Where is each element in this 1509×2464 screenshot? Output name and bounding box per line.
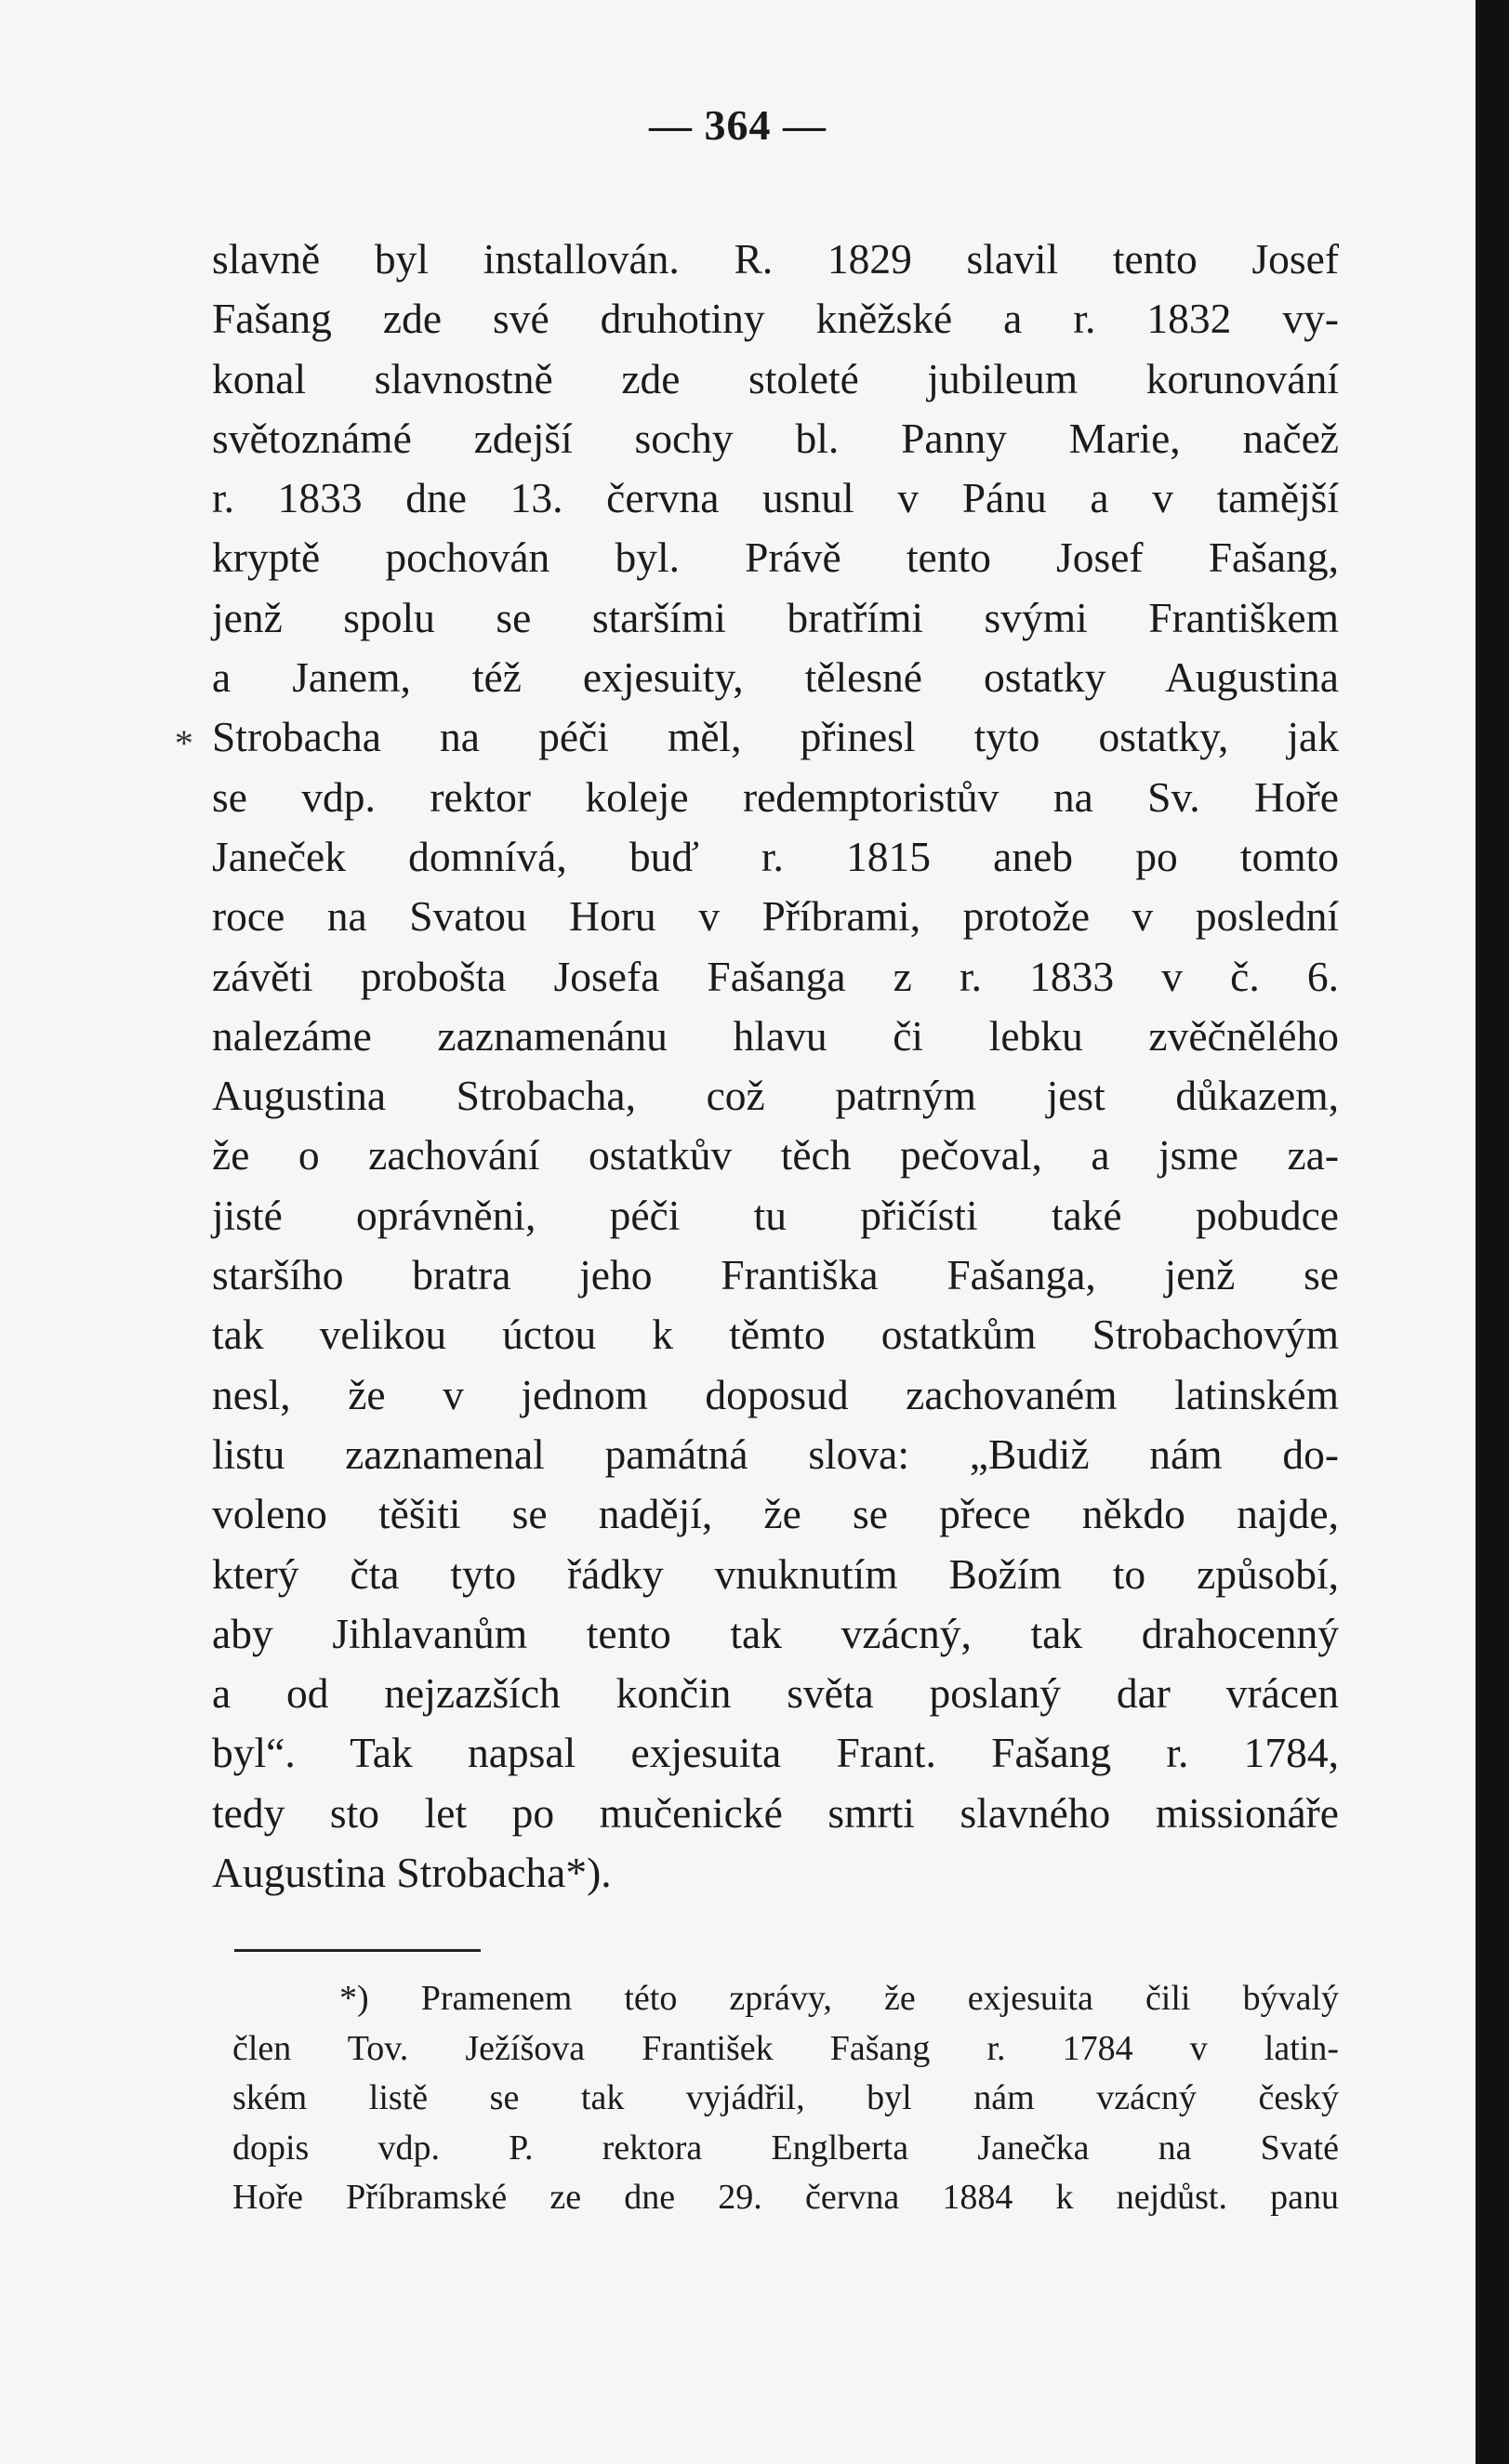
text-line: listu zaznamenal památná slova: „Budiž nám do- — [212, 1430, 1339, 1478]
footnote-line: *) Pramenem této zprávy, že exjesuita čili bývalý — [339, 1979, 1339, 2018]
text-line: jisté oprávněni, péči tu přičísti také pobudce — [212, 1191, 1339, 1239]
page-edge-shadow — [1476, 0, 1509, 2464]
text-line: který čta tyto řádky vnuknutím Božím to způsobí, — [212, 1549, 1339, 1598]
footnote-line: člen Tov. Ježíšova František Fašang r. 1784 v latin- — [232, 2028, 1339, 2068]
text-line: aby Jihlavanům tento tak vzácný, tak drahocenný — [212, 1609, 1339, 1657]
text-line: nalezáme zaznamenánu hlavu či lebku zvěčnělého — [212, 1011, 1339, 1060]
text-line: tedy sto let po mučenické smrti slavného missionáře — [212, 1788, 1339, 1837]
text-line: konal slavnostně zde stoleté jubileum korunování — [212, 354, 1339, 402]
body-text — [212, 230, 1339, 1903]
text-line: světoznámé zdejší sochy bl. Panny Marie, načež — [212, 414, 1339, 462]
text-line: se vdp. rektor koleje redemptoristův na Sv. Hoře — [212, 772, 1339, 821]
text-line: r. 1833 dne 13. června usnul v Pánu a v tamější — [212, 474, 1339, 522]
text-line: závěti probošta Josefa Fašanga z r. 1833 v č. 6. — [212, 952, 1339, 1000]
text-line: že o zachování ostatkův těch pečoval, a jsme za- — [212, 1131, 1339, 1179]
footnote — [232, 1974, 1339, 2223]
footnote-line: dopis vdp. P. rektora Englberta Janečka na Svaté — [232, 2128, 1339, 2168]
text-line: Janeček domnívá, buď r. 1815 aneb po tomto — [212, 832, 1339, 880]
text-line: Augustina Strobacha, což patrným jest důkazem, — [212, 1072, 1339, 1120]
text-line: staršího bratra jeho Františka Fašanga, jenž se — [212, 1251, 1339, 1299]
text-line: kryptě pochován byl. Právě tento Josef Fašang, — [212, 534, 1339, 582]
footnote-line: ském listě se tak vyjádřil, byl nám vzácný český — [232, 2078, 1339, 2117]
text-line: slavně byl installován. R. 1829 slavil tento Josef — [212, 235, 1339, 283]
footnote-line: Hoře Příbramské ze dne 29. června 1884 k nejdůst. panu — [232, 2178, 1339, 2217]
text-line: tak velikou úctou k těmto ostatkům Strobachovým — [212, 1311, 1339, 1359]
margin-mark: * — [173, 722, 192, 764]
text-line: voleno těšiti se nadějí, že se přece někdo najde, — [212, 1490, 1339, 1538]
text-line: roce na Svatou Horu v Příbrami, protože v poslední — [212, 892, 1339, 941]
text-line: Augustina Strobacha*). — [212, 1849, 612, 1897]
text-line: a Janem, též exjesuity, tělesné ostatky Augustina — [212, 653, 1339, 702]
text-line: Fašang zde své druhotiny kněžské a r. 1832 vy- — [212, 295, 1339, 343]
text-line: byl“. Tak napsal exjesuita Frant. Fašang r. 1784, — [212, 1729, 1339, 1777]
text-line: Strobacha na péči měl, přinesl tyto ostatky, jak — [212, 713, 1339, 761]
text-line: nesl, že v jednom doposud zachovaném latinském — [212, 1370, 1339, 1418]
footnote-divider — [234, 1949, 481, 1952]
text-line: a od nejzazších končin světa poslaný dar vrácen — [212, 1669, 1339, 1718]
page-number: — 364 — — [649, 101, 827, 149]
text-line: jenž spolu se staršími bratřími svými Františkem — [212, 593, 1339, 641]
